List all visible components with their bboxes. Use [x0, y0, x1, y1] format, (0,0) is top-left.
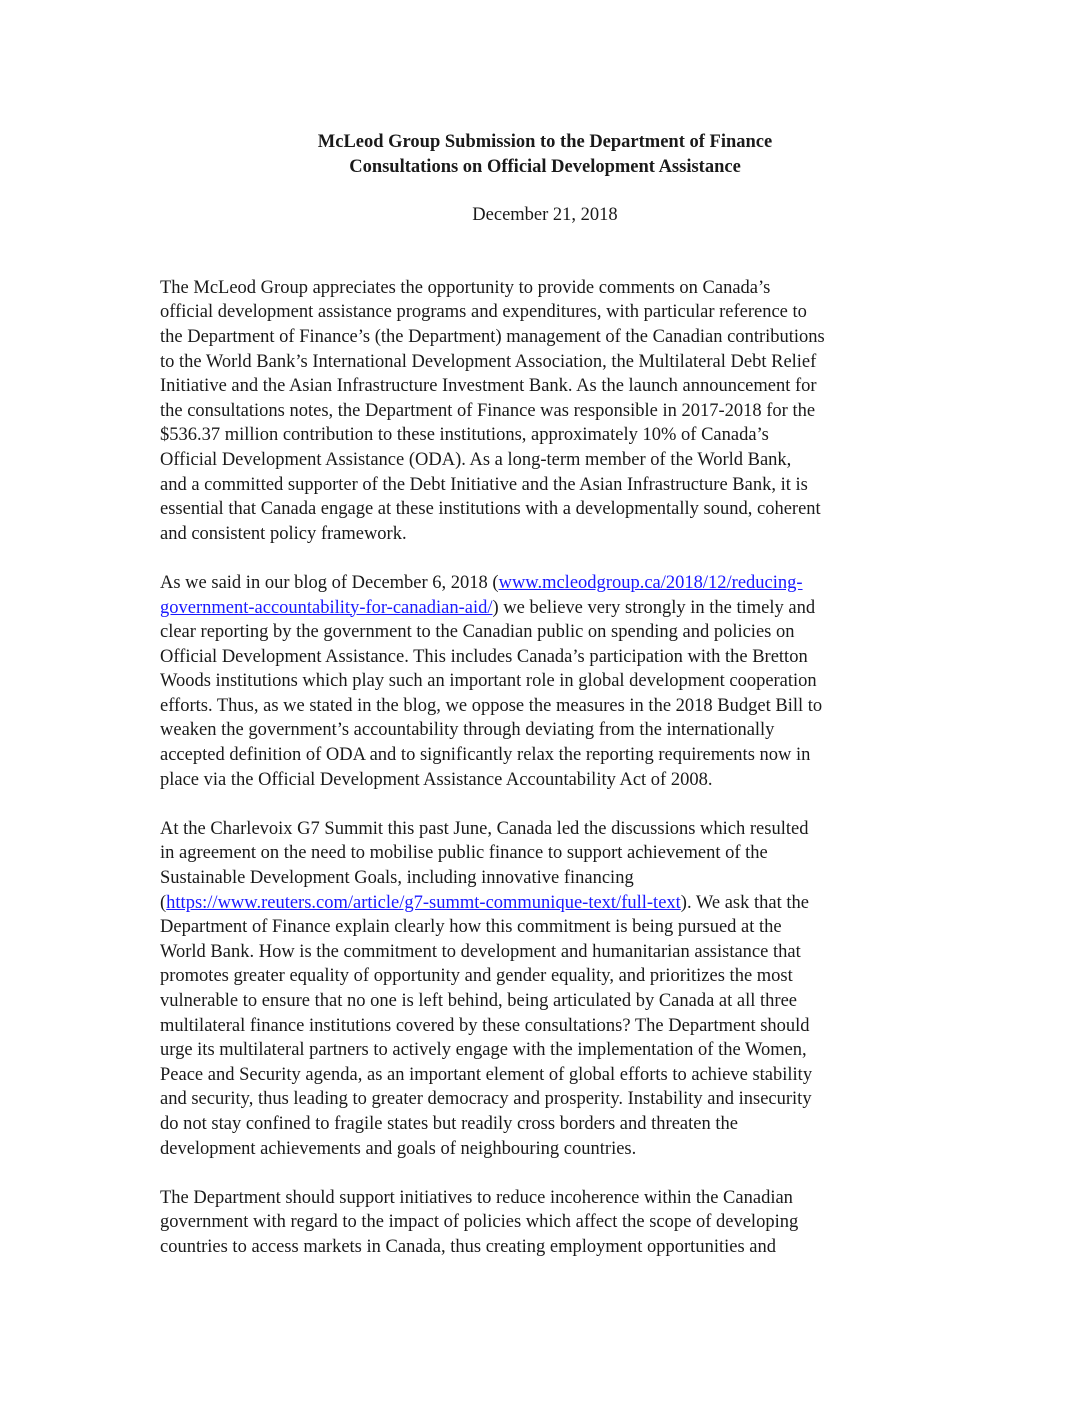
paragraph-line: Peace and Security agenda, as an important element of global efforts to achieve stability	[160, 1064, 813, 1085]
paragraph-line	[160, 891, 930, 916]
paragraph-line: The McLeod Group appreciates the opportunity to provide comments on Canada’s	[160, 277, 771, 298]
paragraph-line: The Department should support initiatives to reduce incoherence within the Canadian	[160, 1187, 793, 1208]
reuters-link[interactable]: https://www.reuters.com/article/g7-summt-communique-text/full-text	[166, 892, 681, 913]
paragraph-text: ). We ask that the	[680, 892, 809, 913]
paragraph-line: accepted definition of ODA and to significantly relax the reporting requirements now in	[160, 745, 811, 766]
paragraph-line: place via the Official Development Assistance Accountability Act of 2008.	[160, 769, 713, 790]
paragraph-text: (	[160, 892, 167, 913]
paragraph-line: vulnerable to ensure that no one is left behind, being articulated by Canada at all three	[160, 991, 797, 1011]
paragraph-line: Official Development Assistance. This includes Canada’s participation with the Bretton	[160, 646, 808, 667]
paragraph-line: to the World Bank’s International Development Association, the Multilateral Debt Relief	[160, 351, 817, 372]
title-line-1: McLeod Group Submission to the Department of Finance	[317, 132, 773, 152]
paragraph-line: World Bank. How is the commitment to development and humanitarian assistance that	[160, 941, 801, 962]
paragraph-line: the Department of Finance’s (the Department) management of the Canadian contributions	[160, 326, 825, 347]
paragraph-line: official development assistance programs and expenditures, with particular reference to	[160, 302, 807, 323]
paragraph-line: development achievements and goals of neighbouring countries.	[160, 1138, 637, 1159]
paragraph-line: government with regard to the impact of policies which affect the scope of developing	[160, 1212, 799, 1233]
paragraph-line: Woods institutions which play such an important role in global development cooperation	[160, 671, 817, 692]
paragraph-line: multilateral finance institutions covered by these consultations? The Department should	[160, 1015, 810, 1036]
paragraph-line: Initiative and the Asian Infrastructure Investment Bank. As the launch announcement for	[160, 376, 817, 397]
paragraph-line: essential that Canada engage at these institutions with a developmentally sound, coherent	[160, 499, 821, 520]
paragraph-text: As we said in our blog of December 6, 2018 (	[160, 572, 499, 593]
paragraph-line	[160, 596, 930, 621]
paragraph-line: and security, thus leading to greater democracy and prosperity. Instability and insecurity	[160, 1089, 812, 1110]
paragraph-line: do not stay confined to fragile states but readily cross borders and threaten the	[160, 1113, 738, 1134]
paragraph-line: Official Development Assistance (ODA). As a long-term member of the World Bank,	[160, 449, 792, 470]
paragraph-line	[160, 571, 930, 596]
paragraph-line: Department of Finance explain clearly how this commitment is being pursued at the	[160, 917, 782, 938]
paragraph-1	[160, 276, 930, 547]
document-date: December 21, 2018	[472, 205, 618, 226]
paragraph-line: efforts. Thus, as we stated in the blog, we oppose the measures in the 2018 Budget Bill to	[160, 695, 823, 716]
paragraph-text: ) we believe very strongly in the timely and	[492, 597, 816, 618]
blog-link-continued[interactable]: government-accountability-for-canadian-aid/	[160, 597, 493, 618]
blog-link[interactable]: www.mcleodgroup.ca/2018/12/reducing-	[498, 572, 803, 593]
paragraph-line: At the Charlevoix G7 Summit this past June, Canada led the discussions which resulted	[160, 818, 809, 839]
paragraph-line: in agreement on the need to mobilise public finance to support achievement of the	[160, 843, 768, 864]
paragraph-line: weaken the government’s accountability through deviating from the internationally	[160, 720, 775, 741]
paragraph-line: promotes greater equality of opportunity and gender equality, and prioritizes the most	[160, 966, 793, 987]
paragraph-line: $536.37 million contribution to these institutions, approximately 10% of Canada’s	[160, 425, 769, 446]
paragraph-line: countries to access markets in Canada, thus creating employment opportunities and	[160, 1236, 776, 1257]
paragraph-line: the consultations notes, the Department of Finance was responsible in 2017-2018 for the	[160, 400, 816, 421]
paragraph-line: urge its multilateral partners to actively engage with the implementation of the Women,	[160, 1040, 807, 1061]
title-line-2: Consultations on Official Development Assistance	[349, 156, 741, 177]
paragraph-line: and a committed supporter of the Debt Initiative and the Asian Infrastructure Bank, it is	[160, 474, 808, 495]
document-body	[160, 130, 930, 1284]
paragraph-line: clear reporting by the government to the Canadian public on spending and policies on	[160, 622, 795, 643]
paragraph-3	[160, 817, 930, 1161]
paragraph-2	[160, 571, 930, 792]
paragraph-4	[160, 1186, 930, 1260]
document-title	[160, 130, 930, 179]
paragraph-line: and consistent policy framework.	[160, 523, 407, 544]
paragraph-line: Sustainable Development Goals, including innovative financing	[160, 868, 634, 889]
